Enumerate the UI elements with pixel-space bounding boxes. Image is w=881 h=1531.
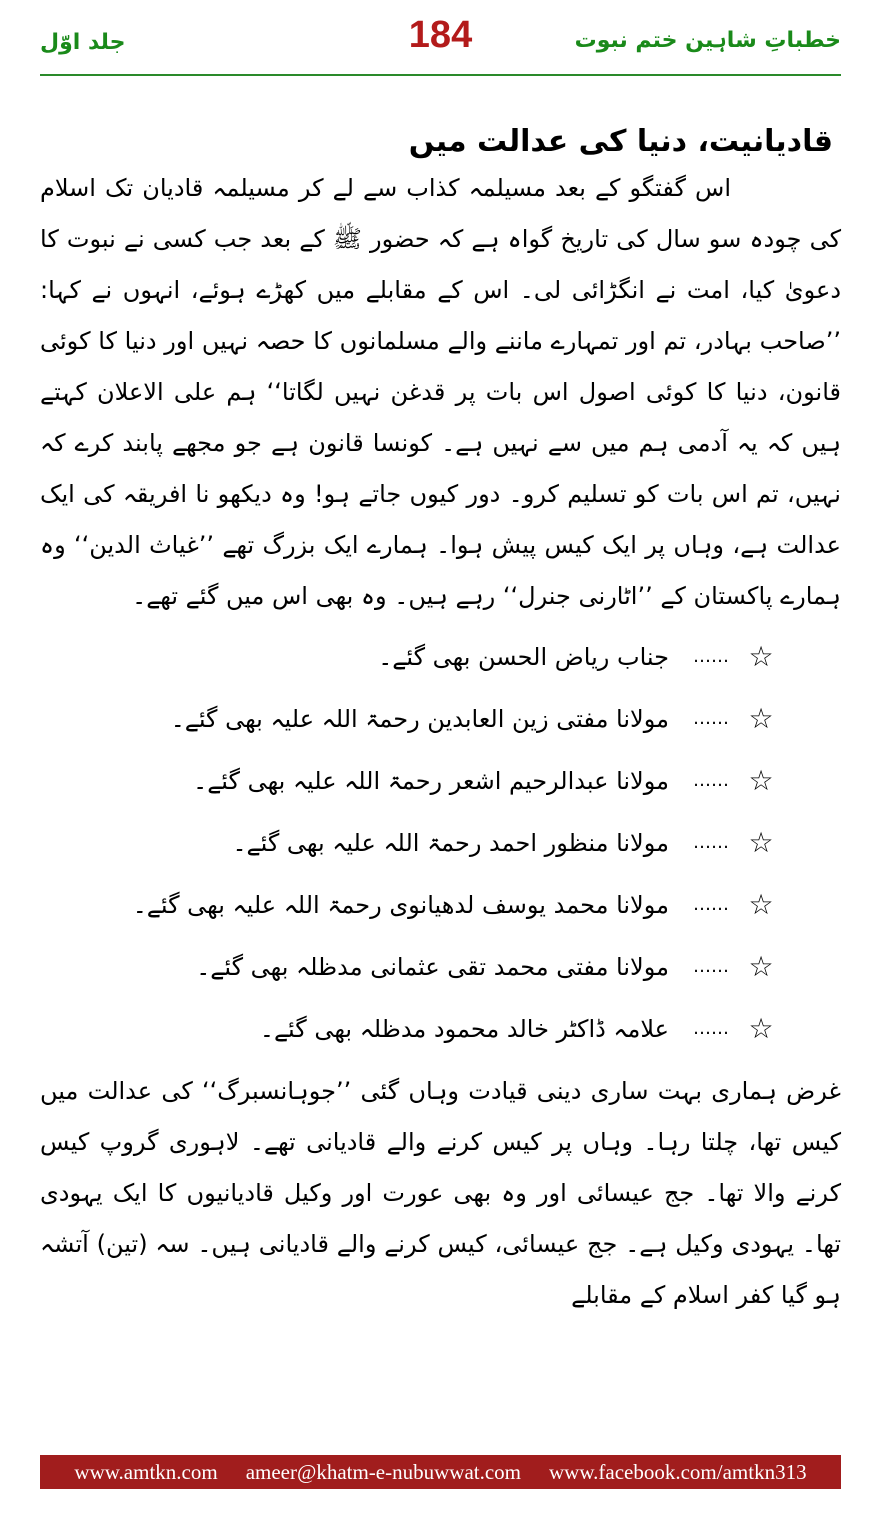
footer-website-link[interactable]: www.amtkn.com <box>74 1459 218 1484</box>
page-footer <box>40 1455 841 1489</box>
list-item-text: مولانا منظور احمد رحمۃ اللہ علیہ بھی گئے۔ <box>232 829 669 857</box>
list-item <box>40 688 781 750</box>
list-item-text: مولانا مفتی محمد تقی عثمانی مدظلہ بھی گئے۔ <box>196 953 669 981</box>
header-divider <box>40 74 841 76</box>
star-icon: ☆ <box>748 702 774 735</box>
list-item-text: مولانا مفتی زین العابدین رحمۃ اللہ علیہ بھی گئے۔ <box>170 705 669 733</box>
footer-facebook-link[interactable]: www.facebook.com/amtkn313 <box>549 1459 807 1484</box>
star-icon: ☆ <box>748 826 774 859</box>
section-heading: قادیانیت، دنیا کی عدالت میں <box>408 124 833 159</box>
leader-dots: …… <box>693 894 729 915</box>
footer-email-link[interactable]: ameer@khatm-e-nubuwwat.com <box>245 1459 522 1484</box>
list-item-text: علامہ ڈاکٹر خالد محمود مدظلہ بھی گئے۔ <box>259 1015 669 1043</box>
list-item <box>40 936 781 998</box>
page-header <box>40 14 841 68</box>
leader-dots: …… <box>693 832 729 853</box>
list-item-text: جناب ریاض الحسن بھی گئے۔ <box>378 643 669 671</box>
star-icon: ☆ <box>748 640 774 673</box>
list-item <box>40 812 781 874</box>
list-item <box>40 874 781 936</box>
leader-dots: …… <box>693 708 729 729</box>
list-item-text: مولانا عبدالرحیم اشعر رحمۃ اللہ علیہ بھی گئے۔ <box>193 767 669 795</box>
list-item <box>40 626 781 688</box>
attendee-list <box>40 626 841 1060</box>
leader-dots: …… <box>693 956 729 977</box>
volume-label: جلد اوّل <box>40 30 126 55</box>
page-number: 184 <box>408 14 473 56</box>
leader-dots: …… <box>693 646 729 667</box>
leader-dots: …… <box>693 1018 729 1039</box>
star-icon: ☆ <box>748 1012 774 1045</box>
leader-dots: …… <box>693 770 729 791</box>
star-icon: ☆ <box>748 888 774 921</box>
star-icon: ☆ <box>748 950 774 983</box>
page-content <box>40 110 841 1321</box>
closing-paragraph: غرض ہماری بہت ساری دینی قیادت وہاں گئی ’’جوہانسبرگ‘‘ کی عدالت میں کیس تھا، چلتا رہا۔ وہاں پر کیس کرنے والے قادیانی تھے۔ لاہوری گروپ کیس کرنے والا تھا۔ جج عیسائی اور وہ بھی عورت اور وکیل قادیانیوں کا ایک یہودی تھا۔ یہودی وکیل ہے۔ جج عیسائی، کیس کرنے والے قادیانی ہیں۔ سہ (تین) آتشہ ہو گیا کفر اسلام کے مقابلے <box>40 1077 841 1309</box>
list-item <box>40 750 781 812</box>
star-icon: ☆ <box>748 764 774 797</box>
list-item-text: مولانا محمد یوسف لدھیانوی رحمۃ اللہ علیہ بھی گئے۔ <box>132 891 669 919</box>
list-item <box>40 998 781 1060</box>
book-title: خطباتِ شاہین ختم نبوت <box>574 28 841 53</box>
body-paragraph: اس گفتگو کے بعد مسیلمہ کذاب سے لے کر مسیلمہ قادیان تک اسلام کی چودہ سو سال کی تاریخ گواہ ہے کہ حضور ﷺ کے بعد جب کسی نے نبوت کا دعویٰ کیا، امت نے انگڑائی لی۔ اس کے مقابلے میں کھڑے ہوئے، انہوں نے کہا: ’’صاحب بہادر، تم اور تمہارے ماننے والے مسلمانوں کا حصہ نہیں اور دنیا کا کوئی قانون، دنیا کا کوئی اصول اس بات پر قدغن نہیں لگاتا‘‘ ہم علی الاعلان کہتے ہیں کہ یہ آدمی ہم میں سے نہیں ہے۔ کونسا قانون ہے جو مجھے پابند کرے کہ نہیں، تم اس بات کو تسلیم کرو۔ دور کیوں جاتے ہو! وہ دیکھو نا افریقہ کی ایک عدالت ہے، وہاں پر ایک کیس پیش ہوا۔ ہمارے ایک بزرگ تھے ’’غیاث الدین‘‘ وہ ہمارے پاکستان کے ’’اٹارنی جنرل‘‘ رہے ہیں۔ وہ بھی اس میں گئے تھے۔ <box>40 174 841 610</box>
